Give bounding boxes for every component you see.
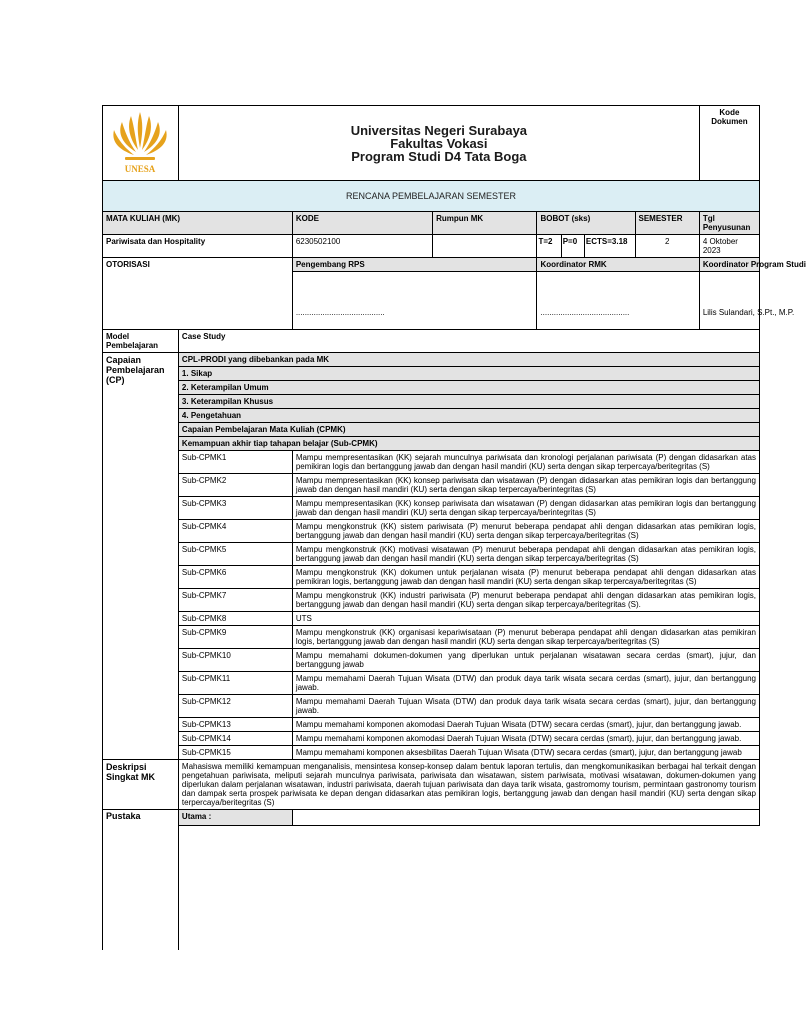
tgl-label: Tgl Penyusunan (699, 212, 759, 235)
course-semester: 2 (635, 235, 699, 258)
subcpmk-text: UTS (292, 612, 759, 626)
pengembang-label: Pengembang RPS (292, 258, 537, 272)
keterampilan-umum-label: 2. Keterampilan Umum (178, 381, 759, 395)
subcpmk-code: Sub-CPMK14 (178, 732, 292, 746)
subcpmk-text: Mampu memahami dokumen-dokumen yang diperlukan untuk perjalanan wisatawan secara cerdas (smart), jujur, dan bertanggung jawab (292, 649, 759, 672)
utama-content (292, 810, 759, 826)
subcpmk-text: Mampu memahami komponen aksesbilitas Daerah Tujuan Wisata (DTW) secara cerdas (smart), jujur, dan bertanggung jawab (292, 746, 759, 760)
subcpmk-code: Sub-CPMK9 (178, 626, 292, 649)
course-t: T=2 (537, 235, 561, 258)
pustaka-content (178, 826, 759, 950)
course-ects: ECTS=3.18 (584, 235, 635, 258)
course-rumpun (433, 235, 537, 258)
deskripsi-text: Mahasiswa memiliki kemampuan menganalisis, mensintesa konsep-konsep dalam bentuk laporan tertulis, dan mengkomunikasikan berbagai hal terkait dengan pengetahuan pariwisata, meliputi sejarah munculnya pariwisata, pariwisata dan wisatawan, sistem pariwisata, motivasi wisatawan, dokumen-dokumen yang diperlukan dalam perjalanan wisatawan, industri pariwisata, daerah tujuan pariwisata dan daya tarik wisata, gastromomy tourism, permintaan gastronomy tourism dan dampak serta prospek pariwisata ke depan dengan didasarkan atas pemikiran logis, bertanggung jawab dan dengan hasil mandiri (KU) serta dengan sikap terpercaya/beritegritas (S) (178, 760, 759, 810)
subcpmk-text: Mampu memahami komponen akomodasi Daerah Tujuan Wisata (DTW) secara cerdas (smart), jujur, dan bertanggung jawab. (292, 718, 759, 732)
faculty-name: Fakultas Vokasi (390, 135, 488, 151)
koordinator-prodi-name: Lilis Sulandari, S.Pt., M.P. (699, 272, 759, 330)
mk-label: MATA KULIAH (MK) (103, 212, 293, 235)
sikap-label: 1. Sikap (178, 367, 759, 381)
unesa-logo-icon (107, 108, 173, 176)
subcpmk-text: Mampu mempresentasikan (KK) konsep pariwisata dan wisatawan (P) dengan didasarkan atas pemikiran logis dan bertanggung jawab dan dengan hasil mandiri (KU) serta dengan sikap terpercaya/berintegritas (S) (292, 497, 759, 520)
rumpun-label: Rumpun MK (433, 212, 537, 235)
course-code: 6230502100 (292, 235, 432, 258)
utama-label: Utama : (178, 810, 292, 826)
rps-table (102, 105, 806, 950)
bobot-label: BOBOT (sks) (537, 212, 635, 235)
koordinator-rmk-signature: ........................................ (537, 272, 699, 330)
subcpmk-label: Kemampuan akhir tiap tahapan belajar (Sub-CPMK) (178, 437, 759, 451)
subcpmk-code: Sub-CPMK15 (178, 746, 292, 760)
model-value: Case Study (178, 330, 759, 353)
subcpmk-text: Mampu mempresentasikan (KK) konsep pariwisata dan wisatawan (P) dengan didasarkan atas pemikiran logis dan bertanggung jawab dan dengan hasil mandiri (KU) serta dengan sikap terpercaya/berintegritas (S) (292, 474, 759, 497)
subcpmk-code: Sub-CPMK10 (178, 649, 292, 672)
semester-label: SEMESTER (635, 212, 699, 235)
keterampilan-khusus-label: 3. Keterampilan Khusus (178, 395, 759, 409)
subcpmk-text: Mampu mempresentasikan (KK) sejarah munculnya pariwisata dan kronologi perjalanan pariwisata (P) dengan didasarkan atas pemikiran logis dan bertanggung jawab dan dengan hasil mandiri (KU) serta dengan sikap terpercaya/beritegritas (S) (292, 451, 759, 474)
institution-title (178, 106, 699, 181)
doc-title: RENCANA PEMBELAJARAN SEMESTER (103, 181, 760, 212)
subcpmk-code: Sub-CPMK12 (178, 695, 292, 718)
cpl-label: CPL-PRODI yang dibebankan pada MK (178, 353, 759, 367)
subcpmk-code: Sub-CPMK6 (178, 566, 292, 589)
pengembang-signature: ........................................ (292, 272, 537, 330)
deskripsi-label: Deskripsi Singkat MK (103, 760, 179, 810)
subcpmk-code: Sub-CPMK5 (178, 543, 292, 566)
cpmk-label: Capaian Pembelajaran Mata Kuliah (CPMK) (178, 423, 759, 437)
koordinator-prodi-label: Koordinator Program Studi (699, 258, 759, 272)
subcpmk-text: Mampu mengkonstruk (KK) motivasi wisatawan (P) menurut beberapa pendapat ahli dengan didasarkan atas pemikiran logis, bertanggung jawab dan dengan hasil mandiri (KU) serta dengan sikap terpercaya/beritegritas (S) (292, 543, 759, 566)
subcpmk-text: Mampu memahami Daerah Tujuan Wisata (DTW) dan produk daya tarik wisata secara cerdas (smart), jujur, dan bertanggung jawab. (292, 695, 759, 718)
logo-cell (103, 106, 179, 181)
subcpmk-text: Mampu memahami Daerah Tujuan Wisata (DTW) dan produk daya tarik wisata secara cerdas (smart), jujur, dan bertanggung jawab. (292, 672, 759, 695)
kode-label: KODE (292, 212, 432, 235)
course-p: P=0 (561, 235, 584, 258)
subcpmk-code: Sub-CPMK7 (178, 589, 292, 612)
subcpmk-code: Sub-CPMK1 (178, 451, 292, 474)
subcpmk-code: Sub-CPMK11 (178, 672, 292, 695)
subcpmk-text: Mampu mengkonstruk (KK) dokumen untuk perjalanan wisata (P) menurut beberapa pendapat ahli dengan didasarkan atas pemikiran logis, bertanggung jawab dan dengan hasil mandiri (KU) serta dengan sikap terpercaya/beritegritas (S) (292, 566, 759, 589)
subcpmk-code: Sub-CPMK3 (178, 497, 292, 520)
cp-label: Capaian Pembelajaran (CP) (103, 353, 179, 760)
university-name: Universitas Negeri Surabaya (350, 122, 528, 138)
course-name: Pariwisata dan Hospitality (103, 235, 293, 258)
rps-document (102, 105, 806, 950)
subcpmk-code: Sub-CPMK2 (178, 474, 292, 497)
svg-text:UNESA: UNESA (125, 164, 156, 174)
subcpmk-code: Sub-CPMK4 (178, 520, 292, 543)
pengetahuan-label: 4. Pengetahuan (178, 409, 759, 423)
subcpmk-code: Sub-CPMK13 (178, 718, 292, 732)
doc-code-cell (699, 106, 759, 181)
subcpmk-text: Mampu mengkonstruk (KK) organisasi kepariwisataan (P) menurut beberapa pendapat ahli dengan didasarkan atas pemikiran logis, bertanggung jawab dan dengan hasil mandiri (KU) serta dengan sikap terpercaya/beritegritas (S) (292, 626, 759, 649)
pustaka-label: Pustaka (103, 810, 179, 950)
subcpmk-text: Mampu mengkonstruk (KK) sistem pariwisata (P) menurut beberapa pendapat ahli dengan didasarkan atas pemikiran logis, bertanggung jawab dan dengan hasil mandiri (KU) serta dengan sikap terpercaya/beritegritas (S) (292, 520, 759, 543)
program-name: Program Studi D4 Tata Boga (351, 148, 527, 164)
subcpmk-code: Sub-CPMK8 (178, 612, 292, 626)
otorisasi-label: OTORISASI (103, 258, 293, 330)
subcpmk-text: Mampu memahami komponen akomodasi Daerah Tujuan Wisata (DTW) secara cerdas (smart), jujur, dan bertanggung jawab. (292, 732, 759, 746)
subcpmk-text: Mampu mengkonstruk (KK) industri pariwisata (P) menurut beberapa pendapat ahli dengan didasarkan atas pemikiran logis, bertanggung jawab dan dengan hasil mandiri (KU) serta dengan sikap terpercaya/beritegritas (S). (292, 589, 759, 612)
doc-code-label: Kode Dokumen (711, 108, 748, 126)
model-label: Model Pembelajaran (103, 330, 179, 353)
koordinator-rmk-label: Koordinator RMK (537, 258, 699, 272)
course-date: 4 Oktober 2023 (699, 235, 759, 258)
